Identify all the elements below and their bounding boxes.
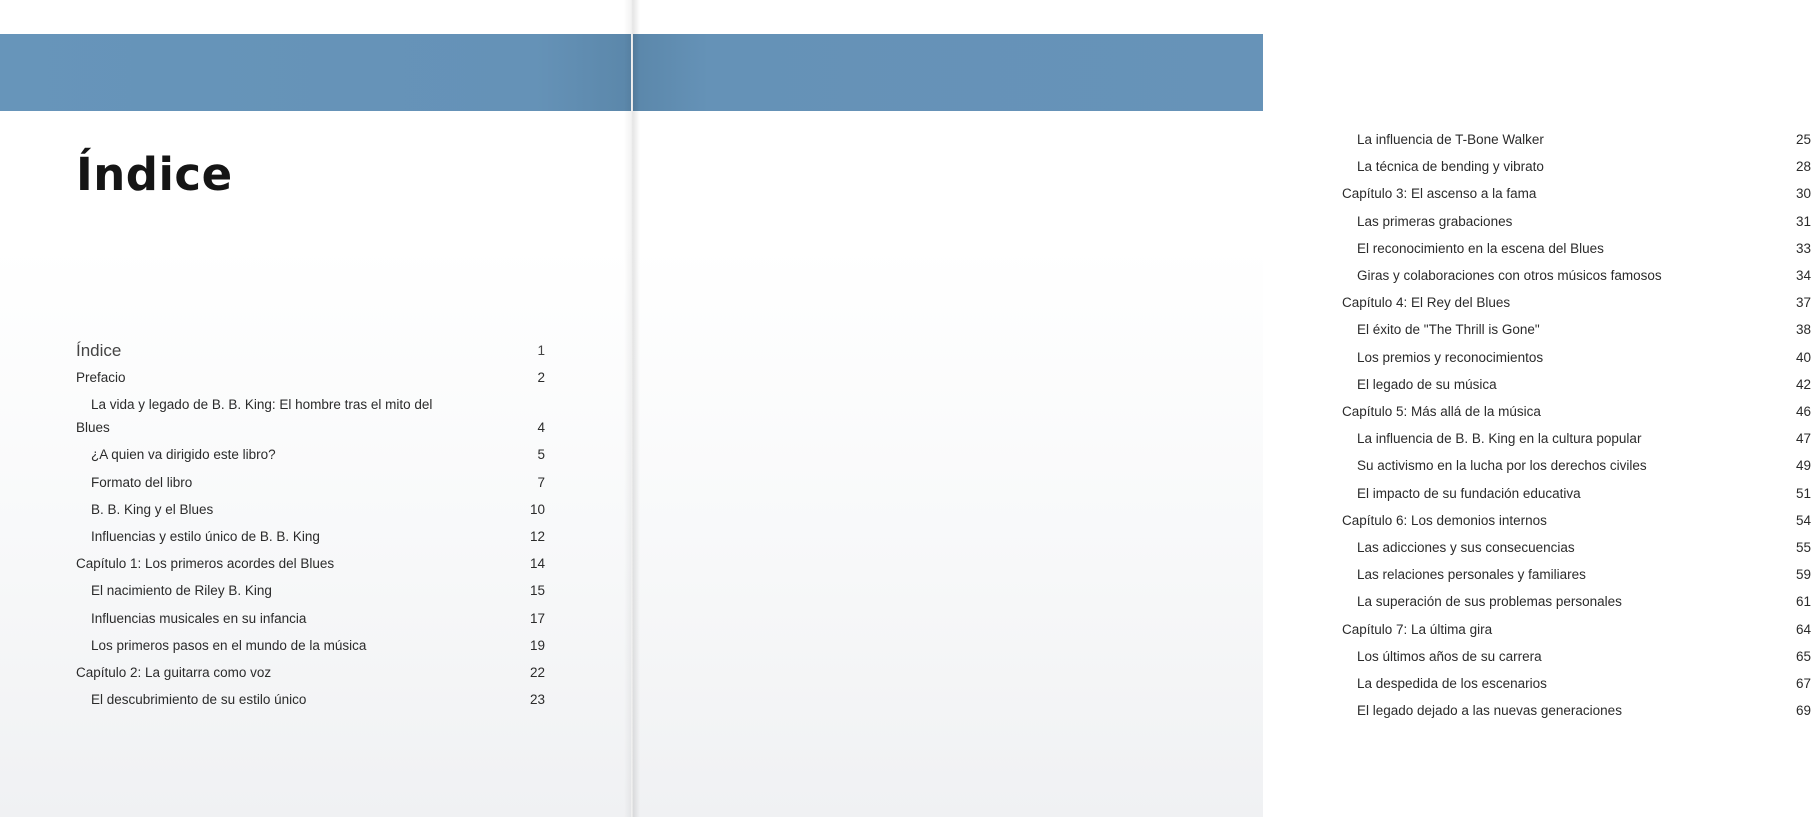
toc-entry-page-number: 12 [529,529,545,545]
toc-entry-title: Índice [76,341,122,360]
toc-entry-page-number: 5 [537,447,545,463]
toc-entry-page-number: 25 [1795,132,1811,147]
toc-entry-title: Capítulo 1: Los primeros acordes del Blues [76,556,335,572]
toc-entry-title: Giras y colaboraciones con otros músicos famosos [1357,268,1662,284]
toc-entry-page-number: 47 [1795,431,1811,447]
toc-section-entry[interactable] [76,686,545,713]
toc-entry-title: Las relaciones personales y familiares [1357,567,1586,583]
toc-section-entry[interactable] [76,441,545,468]
toc-section-entry[interactable] [1342,480,1811,507]
toc-entry-title: El impacto de su fundación educativa [1357,485,1581,501]
toc-section-entry[interactable] [1342,670,1811,697]
toc-entry-title: El legado dejado a las nuevas generaciones [1357,703,1622,719]
toc-entry-page-number: 4 [537,420,545,436]
toc-chapter-entry[interactable] [1342,398,1811,425]
toc-entry-page-number: 31 [1795,213,1811,229]
toc-section-entry[interactable] [1342,697,1811,724]
toc-section-entry[interactable] [1342,588,1811,615]
toc-entry-title: Los premios y reconocimientos [1357,349,1544,365]
toc-chapter-entry[interactable] [76,659,545,686]
toc-entry-title: El nacimiento de Riley B. King [91,583,272,599]
toc-entry-page-number: 23 [529,692,545,708]
toc-chapter-entry[interactable] [1342,507,1811,534]
toc-entry-title: La influencia de T-Bone Walker [1357,132,1544,147]
toc-entry-page-number: 7 [537,474,545,490]
header-band [0,34,631,111]
toc-section-entry[interactable] [76,469,545,496]
toc-section-entry[interactable] [76,523,545,550]
toc-entry-title: La despedida de los escenarios [1357,676,1547,692]
toc-chapter-entry[interactable] [76,364,545,391]
toc-section-entry[interactable] [1342,262,1811,289]
toc-entry-title: La superación de sus problemas personales [1357,594,1622,610]
table-of-contents-left [76,337,545,713]
toc-entry-title-text: La vida y legado de B. B. King: El hombre tras el mito del Blues [76,397,433,436]
header-band [633,34,1263,111]
page-title: Índice [76,148,233,201]
toc-entry-page-number: 17 [529,610,545,626]
toc-entry-page-number: 65 [1795,648,1811,664]
toc-section-entry[interactable] [76,496,545,523]
toc-section-entry[interactable] [76,577,545,604]
toc-section-entry[interactable] [1342,425,1811,452]
toc-chapter-entry[interactable] [1342,616,1811,643]
toc-section-entry[interactable] [1342,316,1811,343]
toc-entry-page-number: 69 [1795,703,1811,719]
toc-entry-page-number: 49 [1795,458,1811,474]
toc-entry-title: Capítulo 2: La guitarra como voz [76,665,272,681]
toc-section-entry[interactable] [1342,235,1811,262]
toc-entry-title: Prefacio [76,370,126,386]
toc-entry-page-number: 61 [1795,594,1811,610]
toc-entry-title: ¿A quien va dirigido este libro? [91,447,276,463]
toc-entry-title: Capítulo 3: El ascenso a la fama [1342,186,1537,202]
toc-section-entry[interactable] [76,632,545,659]
toc-entry-title: Las primeras grabaciones [1357,213,1513,229]
toc-entry-page-number: 28 [1795,159,1811,175]
toc-heading-entry[interactable] [76,337,545,364]
toc-entry-page-number: 37 [1795,295,1811,311]
toc-entry-title: B. B. King y el Blues [91,501,214,517]
toc-entry-title: Su activismo en la lucha por los derechos civiles [1357,458,1647,474]
toc-entry-page-number: 33 [1795,240,1811,256]
toc-section-entry[interactable] [1342,561,1811,588]
toc-entry-page-number: 55 [1795,540,1811,556]
toc-section-entry[interactable] [1342,153,1811,180]
toc-entry-title: Las adicciones y sus consecuencias [1357,540,1575,556]
toc-entry-page-number: 38 [1795,322,1811,338]
toc-entry-title: Capítulo 5: Más allá de la música [1342,404,1541,420]
toc-section-entry[interactable] [1342,452,1811,479]
toc-entry-title: Influencias y estilo único de B. B. King [91,529,320,545]
toc-entry-page-number: 2 [537,370,545,386]
toc-entry-page-number: 59 [1795,567,1811,583]
toc-entry-title: Formato del libro [91,474,193,490]
toc-section-entry[interactable] [1342,534,1811,561]
toc-section-entry[interactable] [1342,643,1811,670]
toc-entry-title: El reconocimiento en la escena del Blues [1357,240,1604,256]
toc-entry-page-number: 14 [529,556,545,572]
toc-entry-page-number: 34 [1795,268,1811,284]
toc-chapter-entry[interactable] [1342,289,1811,316]
right-page [633,0,1811,817]
toc-chapter-entry[interactable] [76,550,545,577]
toc-section-entry[interactable] [1342,371,1811,398]
toc-entry-page-number: 10 [529,501,545,517]
toc-entry-page-number: 67 [1795,676,1811,692]
toc-entry-page-number: 22 [529,665,545,681]
toc-entry-page-number: 42 [1795,376,1811,392]
toc-entry-page-number: 51 [1795,485,1811,501]
toc-entry-page-number: 1 [537,343,545,358]
toc-entry-title: Capítulo 7: La última gira [1342,621,1493,637]
toc-entry-title: Los últimos años de su carrera [1357,648,1542,664]
toc-entry-page-number: 40 [1795,349,1811,365]
toc-section-entry[interactable] [1342,126,1811,153]
toc-entry-title: Los primeros pasos en el mundo de la música [91,637,367,653]
toc-entry-page-number: 19 [529,637,545,653]
toc-entry-title [76,393,537,439]
toc-entry-title: Influencias musicales en su infancia [91,610,307,626]
left-page [0,0,631,817]
toc-entry-title: La influencia de B. B. King en la cultura popular [1357,431,1642,447]
toc-section-entry[interactable] [1342,344,1811,371]
toc-entry-title: Capítulo 4: El Rey del Blues [1342,295,1511,311]
toc-entry-page-number: 15 [529,583,545,599]
toc-entry-title: Capítulo 6: Los demonios internos [1342,512,1547,528]
toc-entry-title: El éxito de "The Thrill is Gone" [1357,322,1540,338]
toc-entry-title: El legado de su música [1357,376,1497,392]
toc-section-entry[interactable] [1342,208,1811,235]
toc-entry-page-number: 46 [1795,404,1811,420]
toc-entry-page-number: 30 [1795,186,1811,202]
toc-section-entry[interactable] [76,605,545,632]
table-of-contents-right [1342,126,1811,724]
toc-entry-page-number: 64 [1795,621,1811,637]
toc-entry-title: El descubrimiento de su estilo único [91,692,307,708]
toc-section-entry[interactable] [76,391,545,441]
toc-chapter-entry[interactable] [1342,180,1811,207]
toc-entry-page-number: 54 [1795,512,1811,528]
toc-entry-title: La técnica de bending y vibrato [1357,159,1544,175]
